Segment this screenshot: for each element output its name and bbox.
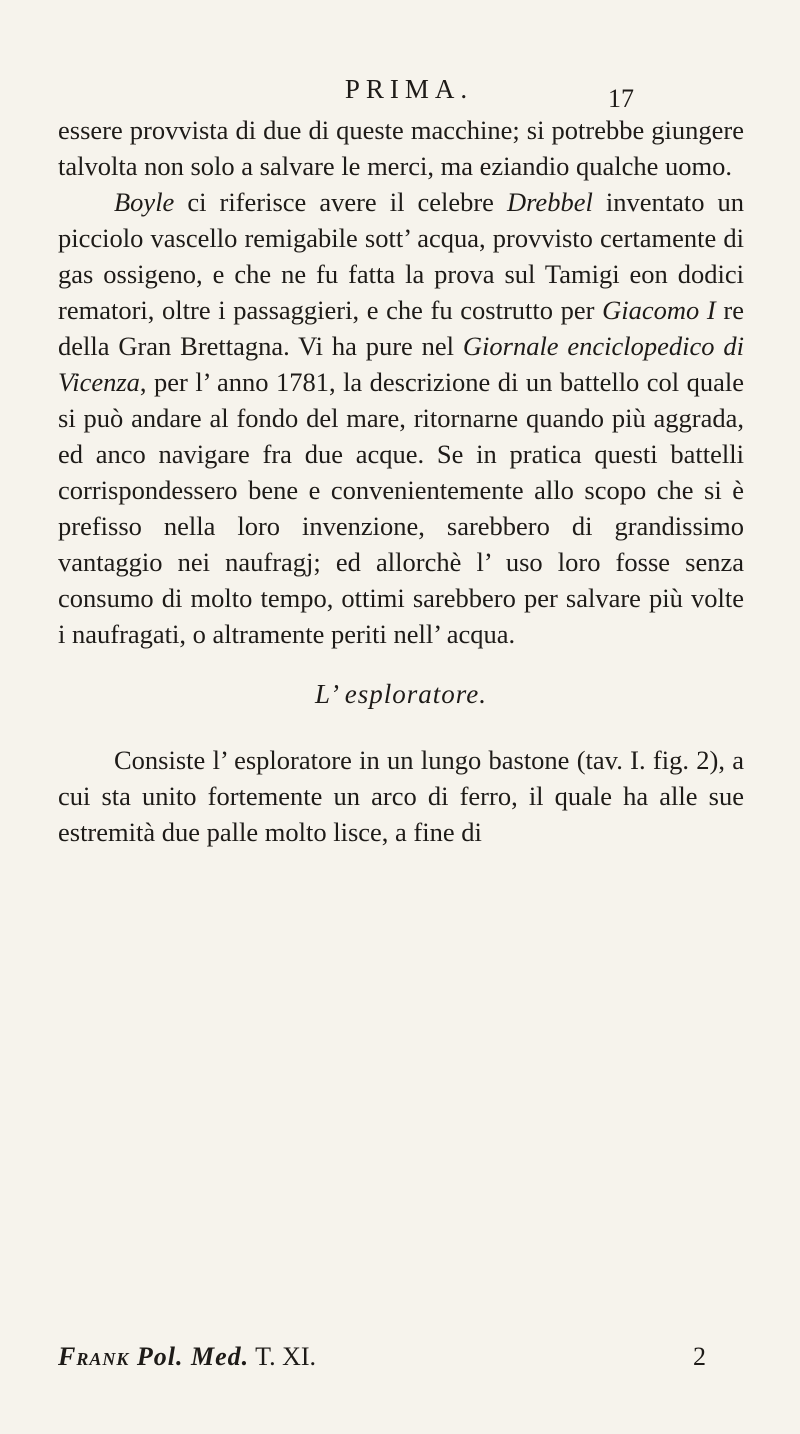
running-head xyxy=(0,74,800,105)
body-text xyxy=(58,112,744,850)
running-title: PRIMA. xyxy=(344,74,474,104)
paragraph-2 xyxy=(58,184,744,652)
section-heading: L’ esploratore. xyxy=(314,679,487,709)
page-footer xyxy=(58,1342,744,1372)
paragraph-2-text-d: , per l’ anno 1781, la descrizione di un battello col quale si può andare al fondo del mare, ritornarne quando più aggrada, ed anco navigare fra due acque. Se in pratica questi battelli corrispondessero bene e convenientemente allo scopo che si è prefisso nella loro invenzione, sarebbero di grandissimo vantaggio nei naufragj; ed allorchè l’ uso loro fosse senza consumo di molto tempo, ottimi sarebbero per salvare più volte i naufragati, o altramente periti nell’ acqua. xyxy=(58,367,744,649)
paragraph-2-text-a: ci riferisce avere il celebre xyxy=(174,187,507,217)
paragraph-2-text-b: inventato un picciolo vascello remigabile sott’ acqua, provvisto certamente di gas ossigeno, e che ne fu fatta la prova sul Tamigi eon dodici rematori, oltre i passaggieri, e che fu costrutto per xyxy=(58,187,744,325)
name-drebbel: Drebbel xyxy=(506,187,593,217)
footer-signature xyxy=(58,1342,249,1371)
signature-number: 2 xyxy=(693,1342,706,1371)
name-giacomo: Giacomo I xyxy=(602,295,716,325)
name-boyle: Boyle xyxy=(114,187,175,217)
paragraph-1: essere provvista di due di queste macchine; si potrebbe giungere talvolta non solo a salvare le merci, ma eziandio qualche uomo. xyxy=(58,115,744,181)
paragraph-2-text-c: re della Gran Brettagna. Vi ha pure nel xyxy=(58,295,744,361)
page-number: 17 xyxy=(608,84,634,113)
journal-title: Giornale enciclopedico di Vicenza xyxy=(58,331,744,397)
paragraph-3: Consiste l’ esploratore in un lungo bastone (tav. I. fig. 2), a cui sta unito fortemente un arco di ferro, il quale ha alle sue estremità due palle molto lisce, a fine di xyxy=(58,745,744,847)
footer-volume: T. XI. xyxy=(249,1342,317,1371)
footer-work: Pol. Med. xyxy=(129,1342,250,1371)
footer-author: Frank xyxy=(58,1342,130,1371)
